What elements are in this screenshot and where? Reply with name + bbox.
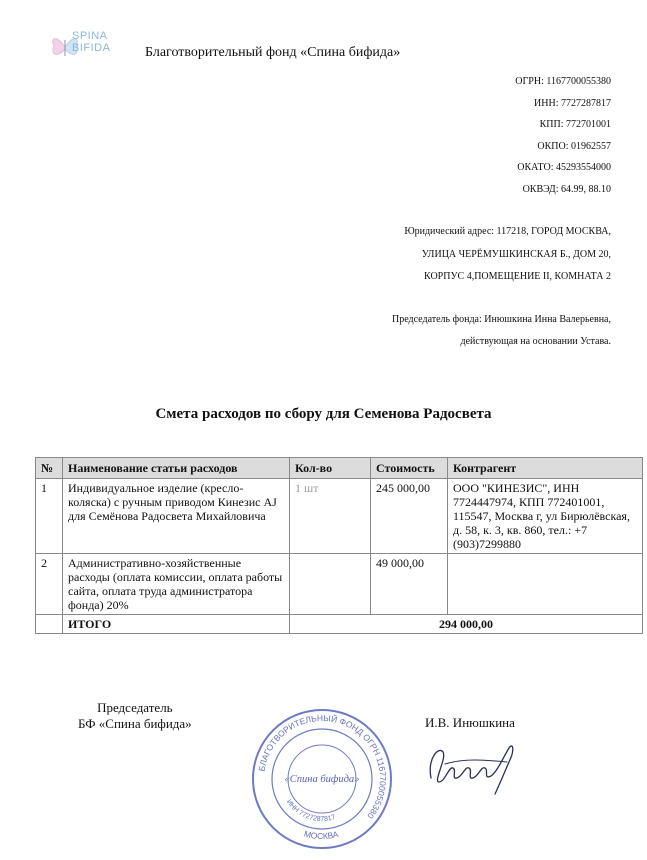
cell-cost: 245 000,00 (371, 479, 448, 554)
okato: ОКАТО: 45293554000 (517, 162, 611, 173)
cell-name: Административно-хозяйственные расходы (оплата комиссии, оплата работы сайта, оплата труда администратора фонда) 20% (63, 554, 290, 615)
table-row (36, 554, 643, 615)
stamp-outer-text: БЛАГОТВОРИТЕЛЬНЫЙ ФОНД ОГРН 1167700055380 (256, 712, 389, 821)
logo-text-bifida: BIFIDA (72, 42, 111, 54)
total-value: 294 000,00 (290, 615, 643, 634)
svg-text:МОСКВА (303, 828, 340, 841)
document-title: Смета расходов по сбору для Семенова Радосвета (155, 406, 492, 422)
chairman-block (392, 309, 611, 353)
okpo: ОКПО: 01962557 (537, 140, 611, 152)
chairman-line: Председатель фонда: Инюшкина Инна Валерьевна, (392, 314, 611, 325)
organization-stamp (251, 708, 393, 850)
cell-qty: 1 шт (290, 479, 371, 554)
cell-qty (290, 554, 371, 615)
signatory-title (78, 700, 192, 732)
header-contractor: Контрагент (448, 458, 643, 479)
stamp-city-text: МОСКВА (303, 828, 340, 842)
header-qty: Кол-во (290, 458, 371, 479)
ogrn: ОГРН: 1167700055380 (515, 76, 611, 87)
table-header-row (36, 458, 643, 479)
cell-num: 2 (36, 554, 63, 615)
estimate-table (35, 457, 643, 634)
table-row (36, 479, 643, 554)
stamp-center-text: «Спина бифида» (284, 774, 360, 785)
cell-num: 1 (36, 479, 63, 554)
org-title: Благотворительный фонд «Спина бифида» (145, 45, 401, 60)
okved: ОКВЭД: 64.99, 88.10 (522, 183, 611, 195)
inn: ИНН: 7727287817 (534, 97, 611, 109)
signatory-org: БФ «Спина бифида» (78, 716, 192, 731)
cell-cost: 49 000,00 (371, 554, 448, 615)
cell-name: Индивидуальное изделие (кресло-коляска) с ручным приводом Кинезис AJ для Семёнова Радосвета Михайловича (63, 479, 290, 554)
foundation-logo (50, 26, 120, 66)
address-line: КОРПУС 4,ПОМЕЩЕНИЕ II, КОМНАТА 2 (424, 271, 611, 282)
signatory-position: Председатель (97, 700, 173, 715)
requisites-block (515, 71, 611, 200)
legal-address (404, 221, 611, 289)
address-line: Юридический адрес: 117218, ГОРОД МОСКВА, (404, 226, 611, 237)
total-label: ИТОГО (63, 615, 290, 634)
cell-contractor: ООО "КИНЕЗИС", ИНН 7724447974, КПП 772401001, 115547, Москва г, ул Бирюлёвская, д. 58, к. 3, кв. 860, тел.: +7 (903)7299880 (448, 479, 643, 554)
logo-text-spina: SPINA (72, 30, 108, 42)
signatory-name: И.В. Инюшкина (425, 715, 515, 730)
header-name: Наименование статьи расходов (63, 458, 290, 479)
header-cost: Стоимость (371, 458, 448, 479)
handwritten-signature (425, 738, 523, 796)
chairman-line: действующая на основании Устава. (460, 336, 611, 347)
cell-contractor (448, 554, 643, 615)
kpp: КПП: 772701001 (539, 119, 611, 130)
header-num: № (36, 458, 63, 479)
cell-empty (36, 615, 63, 634)
address-line: УЛИЦА ЧЕРЁМУШКИНСКАЯ Б., ДОМ 20, (421, 248, 611, 260)
total-row (36, 615, 643, 634)
stamp-inn-text: ИНН 7727287817 (284, 798, 337, 824)
